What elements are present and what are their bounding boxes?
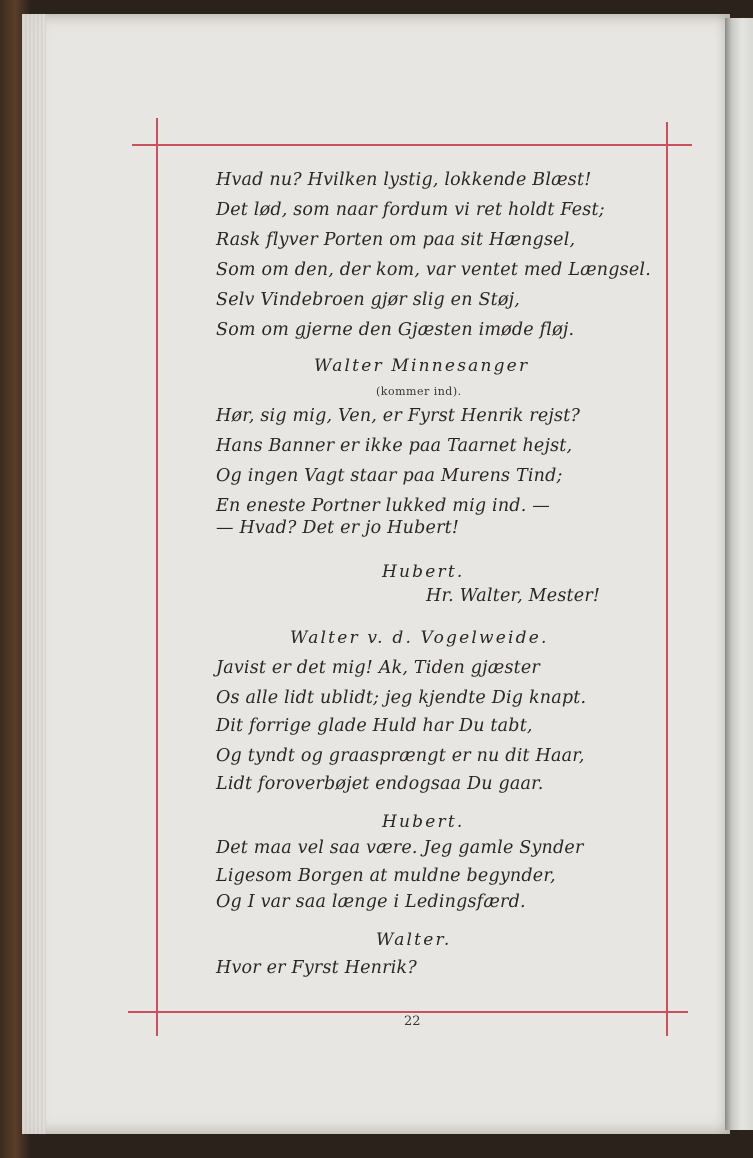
- border-left-rule: [156, 118, 158, 1036]
- poem-line: Hans Banner er ikke paa Taarnet hejst,: [216, 436, 573, 456]
- poem-line: En eneste Portner lukked mig ind. —: [216, 496, 550, 516]
- border-top-rule: [132, 144, 692, 146]
- poem-line: Hr. Walter, Mester!: [426, 586, 601, 606]
- speaker-name: Walter Minnesanger: [314, 356, 530, 376]
- poem-line: Lidt foroverbøjet endogsaa Du gaar.: [216, 774, 544, 794]
- poem-line: Ligesom Borgen at muldne begynder,: [216, 866, 556, 886]
- poem-line: Dit forrige glade Huld har Du tabt,: [216, 716, 533, 736]
- poem-line: Rask flyver Porten om paa sit Hængsel,: [216, 230, 576, 250]
- poem-line: Hvor er Fyrst Henrik?: [216, 958, 417, 978]
- poem-line: — Hvad? Det er jo Hubert!: [216, 518, 460, 538]
- next-page-edge: [725, 18, 753, 1130]
- speaker-name: Hubert.: [382, 562, 465, 582]
- poem-line: Hvad nu? Hvilken lystig, lokkende Blæst!: [216, 170, 592, 190]
- poem-line: Og ingen Vagt staar paa Murens Tind;: [216, 466, 563, 486]
- poem-line: Det lød, som naar fordum vi ret holdt Fest;: [216, 200, 605, 220]
- speaker-name: Walter v. d. Vogelweide.: [290, 628, 549, 648]
- border-bottom-rule: [128, 1011, 688, 1013]
- border-right-rule: [666, 122, 668, 1036]
- speaker-name: Walter.: [376, 930, 452, 950]
- page-gutter: [22, 14, 46, 1134]
- poem-line: Som om gjerne den Gjæsten imøde fløj.: [216, 320, 575, 340]
- poem-line: Os alle lidt ublidt; jeg kjendte Dig knapt.: [216, 688, 587, 708]
- poem-line: Selv Vindebroen gjør slig en Støj,: [216, 290, 521, 310]
- poem-line: Hør, sig mig, Ven, er Fyrst Henrik rejst?: [216, 406, 581, 426]
- stage-direction: (kommer ind).: [376, 385, 462, 398]
- poem-line: Det maa vel saa være. Jeg gamle Synder: [216, 838, 584, 858]
- poem-line: Og I var saa længe i Ledingsfærd.: [216, 892, 526, 912]
- poem-line: Og tyndt og graasprængt er nu dit Haar,: [216, 746, 585, 766]
- page-number: 22: [404, 1014, 421, 1029]
- poem-line: Javist er det mig! Ak, Tiden gjæster: [216, 658, 540, 678]
- poem-line: Som om den, der kom, var ventet med Længsel.: [216, 260, 651, 280]
- speaker-name: Hubert.: [382, 812, 465, 832]
